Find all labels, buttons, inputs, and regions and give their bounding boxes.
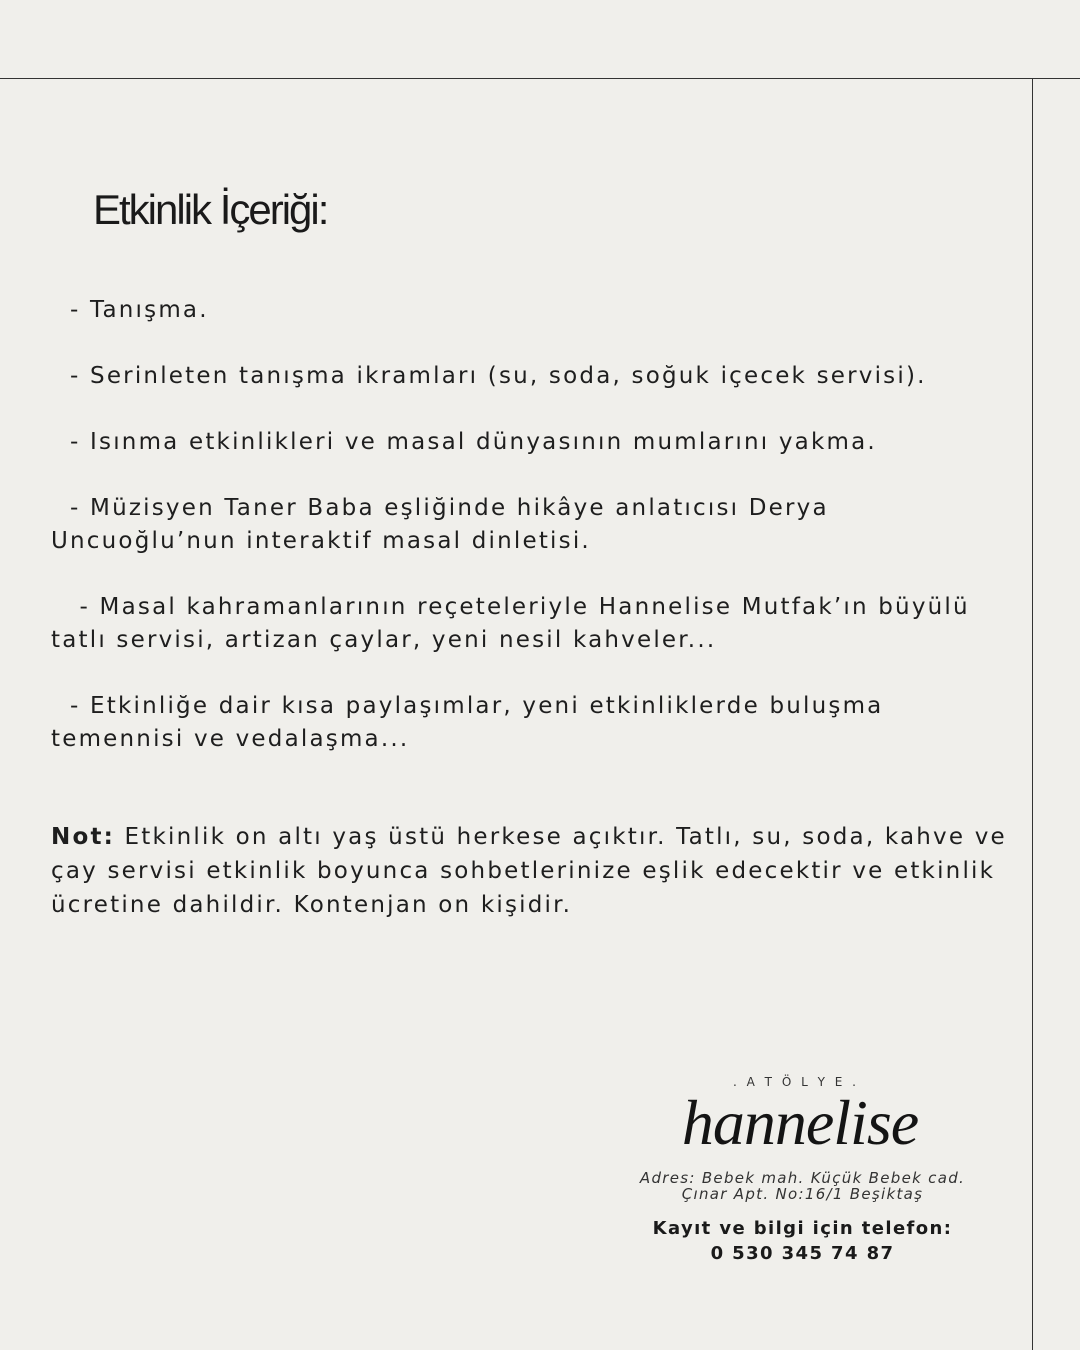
list-item: - Isınma etkinlikleri ve masal dünyasının mumlarını yakma. — [51, 429, 877, 455]
list-item: - Tanışma. — [51, 297, 209, 323]
brand-logo — [660, 1068, 950, 1158]
note-text: Etkinlik on altı yaş üstü herkese açıktır. Tatlı, su, soda, kahve ve çay servisi etkinlik boyunca sohbetlerinize eşlik edecektir ve etkinlik ücretine dahildir. Kontenjan on kişidir. — [51, 824, 1007, 918]
page-title: Etkinlik İçeriği: — [93, 186, 328, 233]
right-divider — [1032, 78, 1033, 1350]
note-paragraph — [51, 820, 1011, 922]
phone-number: 0 530 345 74 87 — [710, 1243, 895, 1264]
list-item: - Masal kahramanlarının reçeteleriyle Hannelise Mutfak’ın büyülü tatlı servisi, artizan çaylar, yeni nesil kahveler... — [51, 594, 980, 653]
list-item: - Serinleten tanışma ikramları (su, soda, soğuk içecek servisi). — [51, 363, 927, 389]
contact-block — [610, 1216, 995, 1266]
top-divider — [0, 78, 1080, 79]
logo-wordmark: hannelise — [681, 1087, 919, 1158]
list-item: - Müzisyen Taner Baba eşliğinde hikâye anlatıcısı Derya Uncuoğlu’nun interaktif masal dinletisi. — [51, 495, 839, 554]
logo-tagline: . A T Ö L Y E . — [733, 1075, 859, 1089]
list-item: - Etkinliğe dair kısa paylaşımlar, yeni etkinliklerde buluşma temennisi ve vedalaşma... — [51, 693, 893, 752]
address-line-2: Çınar Apt. No:16/1 Beşiktaş — [681, 1185, 924, 1203]
address-line-1: Adres: Bebek mah. Küçük Bebek cad. — [639, 1169, 966, 1187]
note-label: Not: — [51, 824, 116, 850]
contact-label: Kayıt ve bilgi için telefon: — [652, 1218, 953, 1239]
address-block — [610, 1170, 995, 1202]
event-content-list — [51, 294, 1001, 756]
